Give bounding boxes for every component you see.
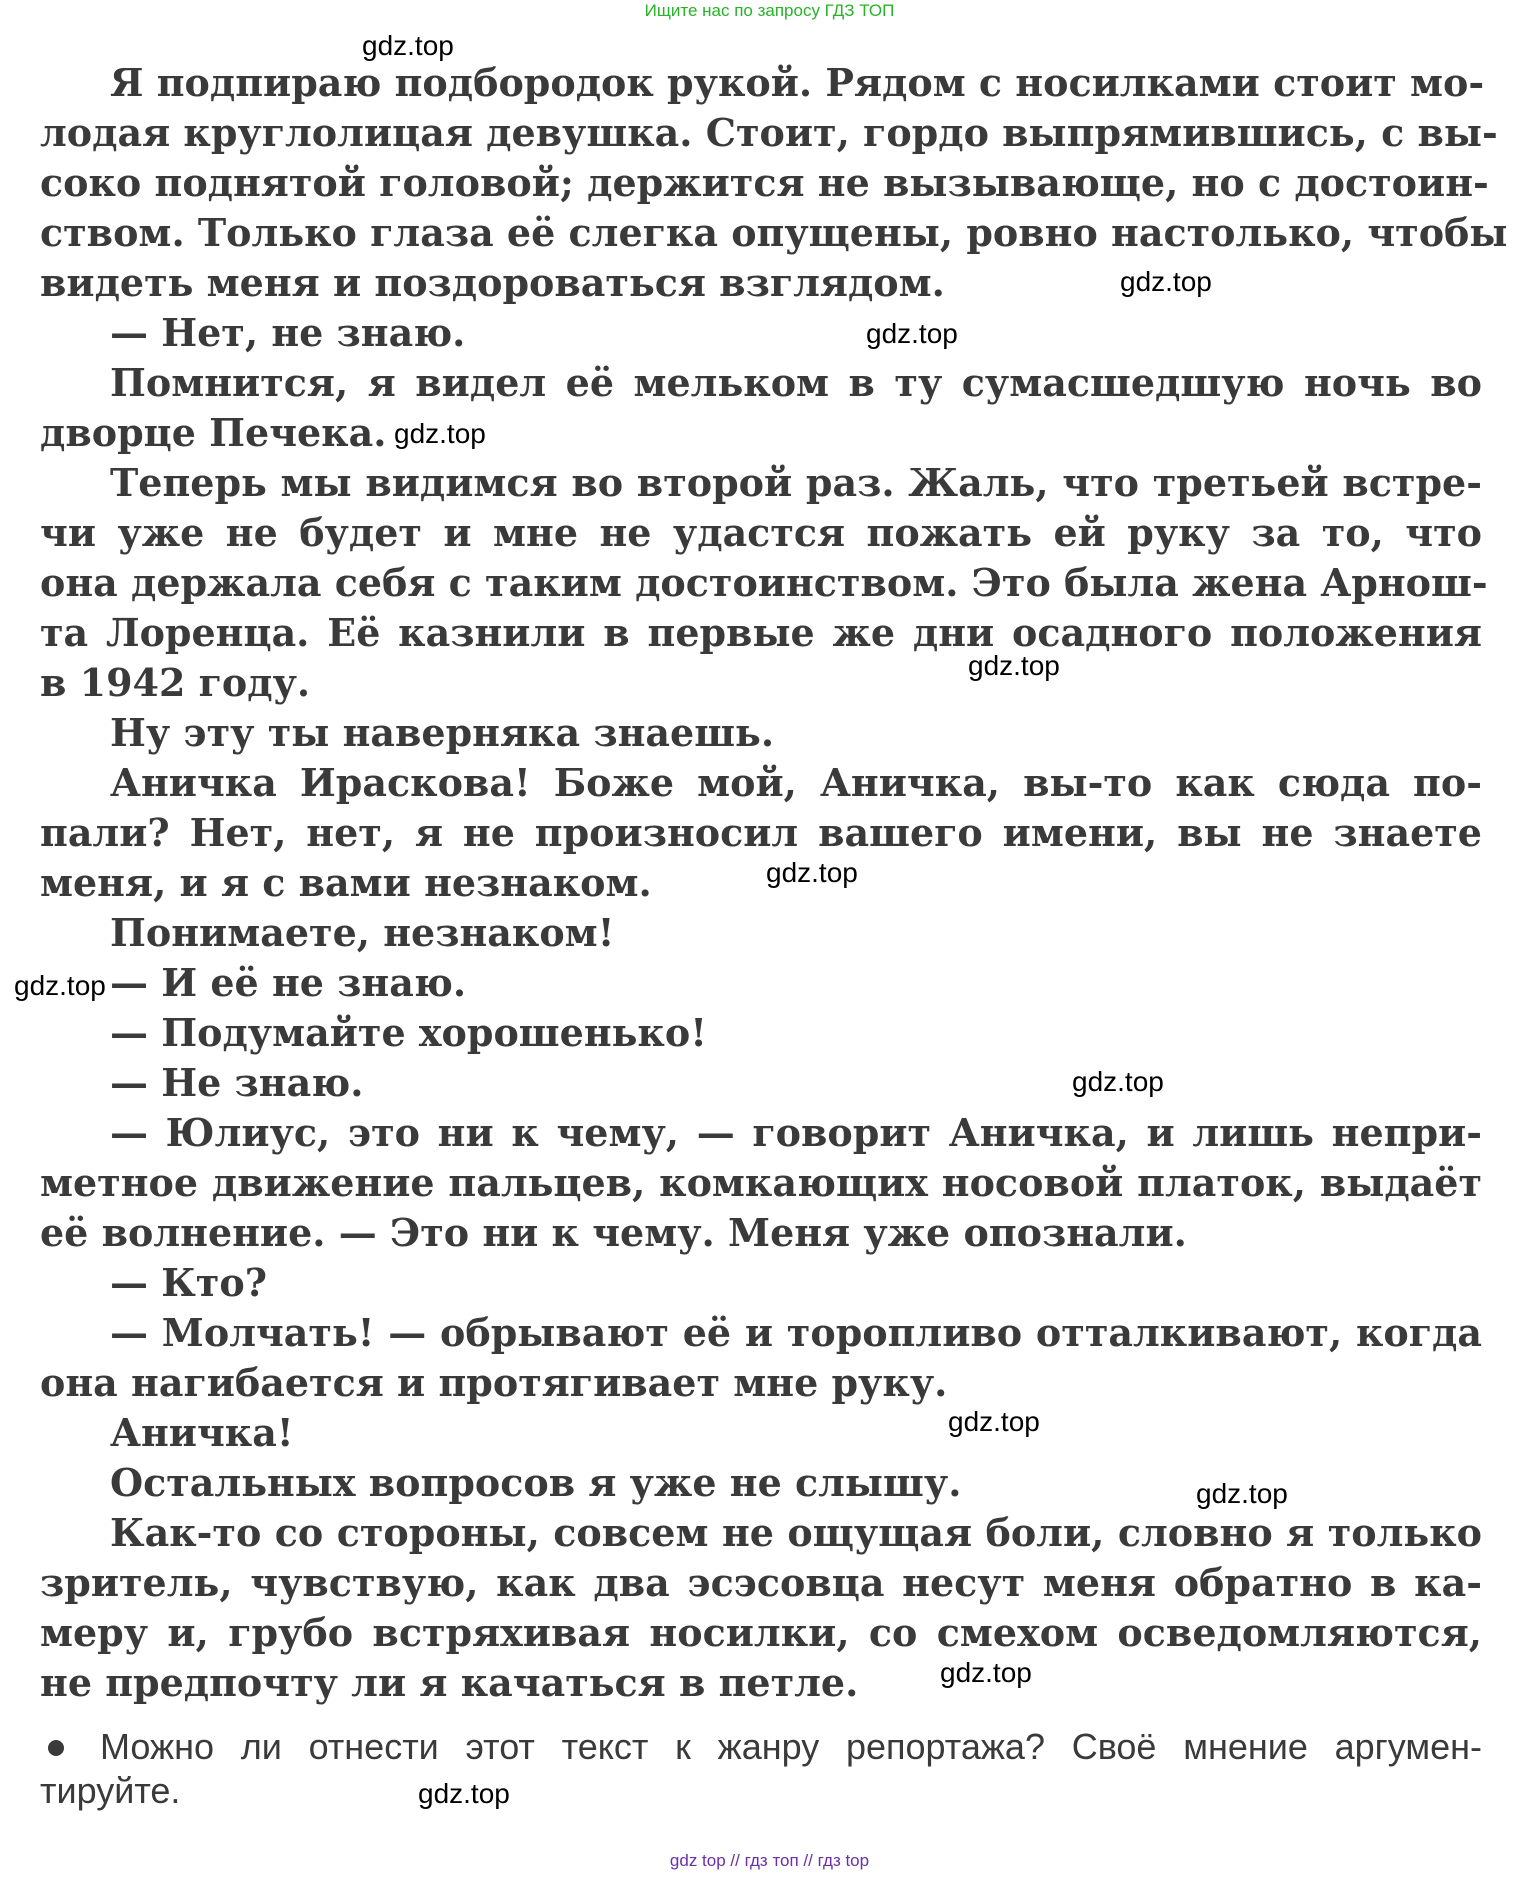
story-text-line: Ну эту ты наверняка знаешь. (110, 710, 775, 755)
story-text-line: Я подпираю подбородок рукой. Рядом с носилками стоит мо- (110, 60, 1485, 105)
story-text-line: Как-то со стороны, совсем не ощущая боли, словно я только (110, 1510, 1482, 1555)
question-text-line: Можно ли отнести этот текст к жанру репортажа? Своё мнение аргумен- (100, 1726, 1482, 1767)
story-text-line: — Не знаю. (110, 1060, 364, 1105)
watermark: gdz.top (948, 1406, 1040, 1437)
story-text-line: — И её не знаю. (110, 960, 467, 1005)
footer-links: gdz top // гдз топ // гдз top (669, 1851, 870, 1870)
watermark: gdz.top (1120, 266, 1212, 297)
story-text-line: Аничка! (110, 1410, 294, 1455)
story-text-line: Теперь мы видимся во второй раз. Жаль, что третьей встре- (110, 460, 1482, 505)
story-text-line: Понимаете, незнаком! (110, 910, 615, 955)
watermark: gdz.top (14, 970, 106, 1001)
story-text-line: меня, и я с вами незнаком. (40, 860, 652, 905)
story-text-line: в 1942 году. (40, 660, 311, 705)
story-text-line: — Подумайте хорошенько! (110, 1010, 707, 1055)
story-text-line: метное движение пальцев, комкающих носовой платок, выдаёт (40, 1160, 1482, 1205)
story-text-line: пали? Нет, нет, я не произносил вашего имени, вы не знаете (40, 810, 1482, 855)
watermark: gdz.top (362, 30, 454, 61)
question-text (40, 1725, 1482, 1813)
story-text-line: ством. Только глаза её слегка опущены, ровно настолько, чтобы (40, 210, 1508, 255)
story-text-line: она нагибается и протягивает мне руку. (40, 1360, 948, 1405)
story-text-line: — Юлиус, это ни к чему, — говорит Аничка, и лишь непри- (110, 1110, 1482, 1155)
story-text-line: меру и, грубо встряхивая носилки, со смехом осведомляются, (40, 1610, 1482, 1655)
question-text-line: тируйте. (40, 1770, 181, 1811)
story-text-line: Помнится, я видел её мельком в ту сумасшедшую ночь во (110, 360, 1482, 405)
watermark: gdz.top (418, 1778, 510, 1809)
watermark: gdz.top (968, 650, 1060, 681)
watermark: gdz.top (940, 1657, 1032, 1688)
story-text-line: дворце Печека. (40, 410, 387, 455)
story-text-line: зритель, чувствую, как два эсэсовца несут меня обратно в ка- (40, 1560, 1482, 1605)
story-text-line: лодая круглолицая девушка. Стоит, гордо выпрямившись, с вы- (40, 110, 1498, 155)
story-text-line: Аничка Ираскова! Боже мой, Аничка, вы-то как сюда по- (110, 760, 1482, 805)
search-hint: Ищите нас по запросу ГДЗ ТОП (644, 1, 895, 20)
story-text-line: — Кто? (110, 1260, 267, 1305)
story-text-line: Остальных вопросов я уже не слышу. (110, 1460, 962, 1505)
story-text-line: та Лоренца. Её казнили в первые же дни осадного положения (40, 610, 1482, 655)
watermark: gdz.top (1196, 1478, 1288, 1509)
watermark: gdz.top (866, 318, 958, 349)
story-text (40, 58, 1508, 1708)
story-text-line: — Молчать! — обрывают её и торопливо отталкивают, когда (110, 1310, 1482, 1355)
story-text-line: видеть меня и поздороваться взглядом. (40, 260, 945, 305)
story-text-line: соко поднятой головой; держится не вызывающе, но с достоин- (40, 160, 1489, 205)
story-text-line: чи уже не будет и мне не удастся пожать ей руку за то, что (40, 510, 1482, 555)
watermark: gdz.top (1072, 1066, 1164, 1097)
watermark: gdz.top (766, 857, 858, 888)
story-text-line: — Нет, не знаю. (110, 310, 466, 355)
watermark: gdz.top (394, 418, 486, 449)
story-text-line: не предпочту ли я качаться в петле. (40, 1660, 859, 1705)
story-text-line: её волнение. — Это ни к чему. Меня уже опознали. (40, 1210, 1187, 1255)
story-text-line: она держала себя с таким достоинством. Это была жена Арнош- (40, 560, 1488, 605)
